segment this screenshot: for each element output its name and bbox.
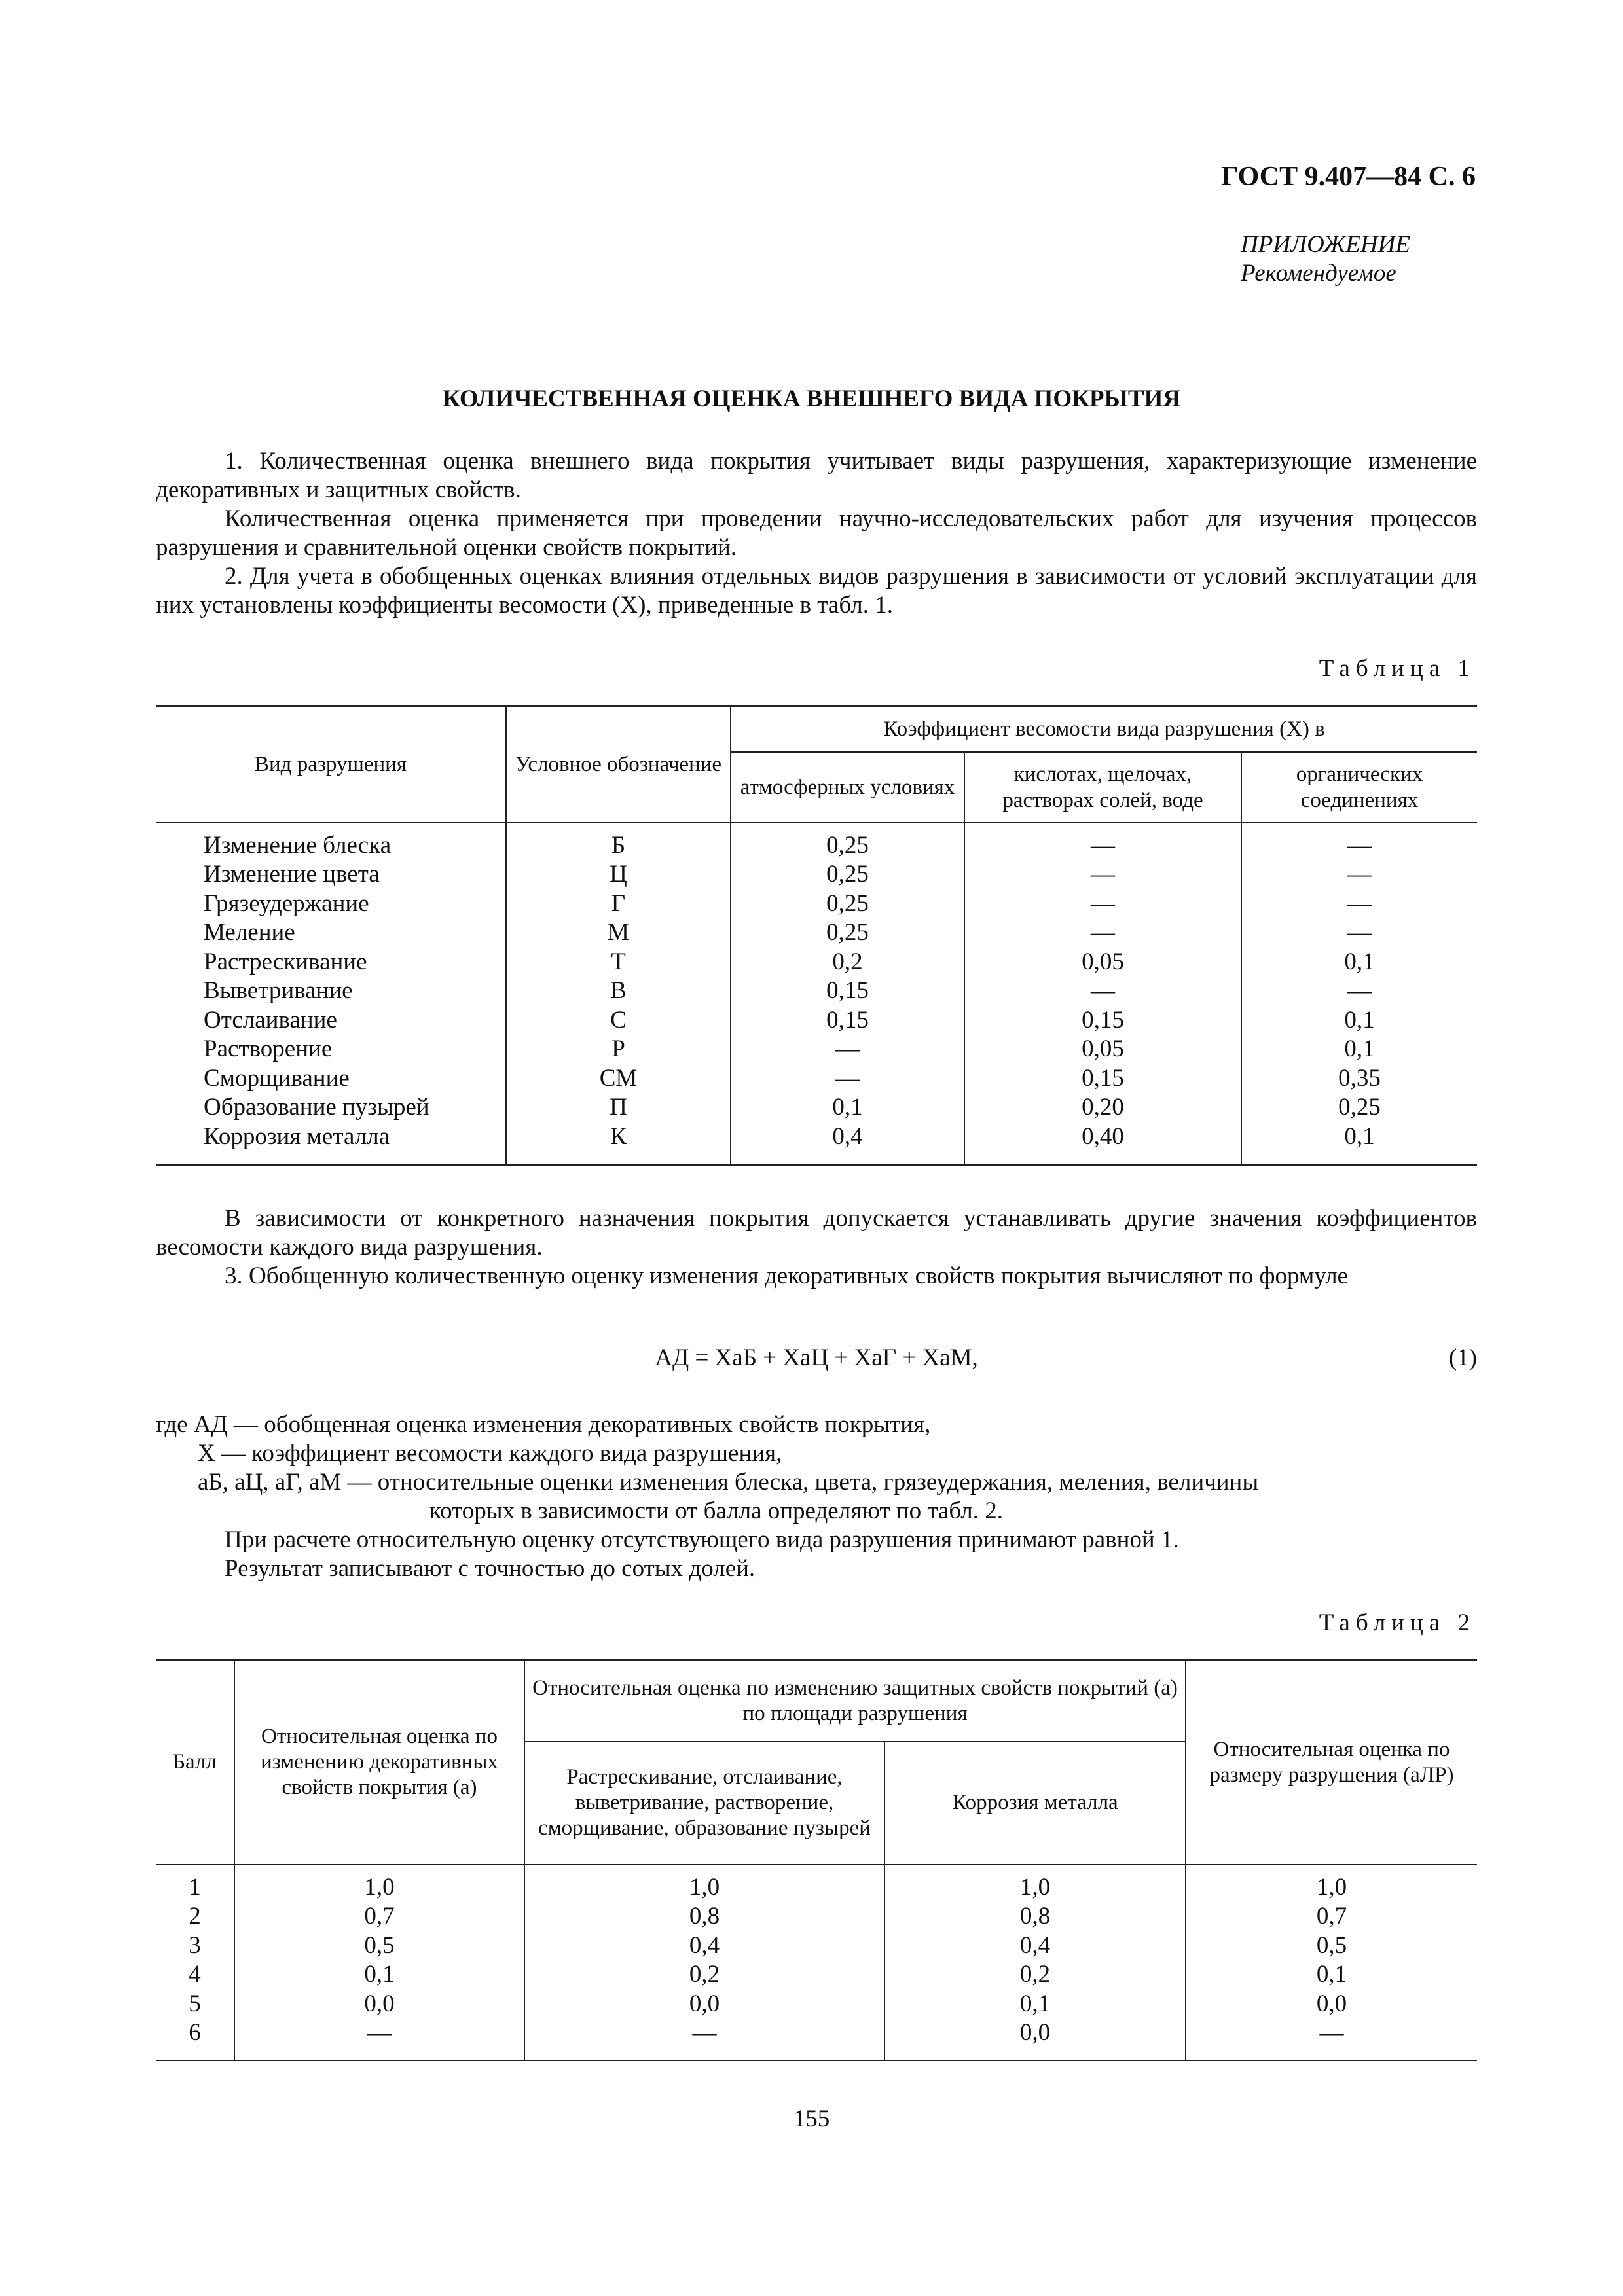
cell-damage-type: Выветривание [156,977,506,1006]
cell-atm: 0,25 [731,823,964,861]
table-row [156,948,1477,977]
cell-damage-type: Грязеудержание [156,889,506,919]
cell-symbol: Т [506,948,731,977]
cell-score: 1 [156,1865,234,1903]
cell-crack: 1,0 [524,1865,884,1903]
col-header-atm: атмосферных условиях [731,752,964,823]
cell-symbol: Г [506,889,731,919]
col-header-acid: кислотах, щелочах, растворах солей, воде [964,752,1241,823]
page-number: 155 [793,2106,830,2132]
table2-caption: Таблица 2 [1319,1609,1476,1636]
table-row [156,1122,1477,1166]
col-header-type: Вид разрушения [156,706,506,823]
col-header-symbol: Условное обозначение [506,706,731,823]
document-code: ГОСТ 9.407—84 С. 6 [1220,162,1476,192]
cell-decor: 0,0 [234,1990,524,2019]
after-table1-paragraphs [156,1204,1477,1291]
paragraph: В зависимости от конкретного назначения покрытия допускается устанавливать другие значения коэффициентов весомости каждого вида разрушения. [156,1205,1477,1261]
cell-atm: 0,2 [731,948,964,977]
cell-acid: 0,05 [964,1035,1241,1064]
formula-definitions [156,1410,1477,1583]
cell-org: 0,1 [1241,1122,1477,1166]
table-row [156,1006,1477,1035]
cell-damage-type: Меление [156,918,506,948]
cell-size: 0,5 [1186,1931,1477,1961]
formula-1 [156,1344,1477,1376]
cell-org: 0,1 [1241,1006,1477,1035]
cell-score: 5 [156,1990,234,2019]
cell-corr: 1,0 [884,1865,1186,1903]
cell-org: — [1241,860,1477,889]
table-row [156,1035,1477,1064]
cell-size: 0,1 [1186,1960,1477,1990]
table-row [156,1990,1477,2019]
cell-symbol: С [506,1006,731,1035]
col-header-prot-group: Относительная оценка по изменению защитных свойств покрытий (a) по площади разрушения [524,1660,1186,1742]
cell-damage-type: Изменение цвета [156,860,506,889]
cell-decor: 0,7 [234,1902,524,1931]
cell-acid: 0,20 [964,1093,1241,1122]
table-1 [156,705,1477,1166]
formula-number: (1) [1448,1344,1477,1371]
cell-crack: — [524,2018,884,2060]
cell-damage-type: Растворение [156,1035,506,1064]
cell-atm: 0,25 [731,918,964,948]
cell-score: 4 [156,1960,234,1990]
cell-damage-type: Растрескивание [156,948,506,977]
cell-decor: 0,5 [234,1931,524,1961]
paragraph: 2. Для учета в обобщенных оценках влияния отдельных видов разрушения в зависимости от условий эксплуатации для них установлены коэффициенты весомости (X), приведенные в табл. 1. [156,563,1477,619]
table-row [156,860,1477,889]
cell-atm: 0,15 [731,1006,964,1035]
cell-acid: 0,40 [964,1122,1241,1166]
cell-org: — [1241,823,1477,861]
table-row [156,1093,1477,1122]
cell-score: 6 [156,2018,234,2060]
cell-symbol: Б [506,823,731,861]
definition-x: X — коэффициент весомости каждого вида разрушения, [198,1440,782,1467]
cell-atm: 0,15 [731,977,964,1006]
definition-ad: где АД — обобщенная оценка изменения декоративных свойств покрытия, [156,1411,931,1438]
table-2 [156,1659,1477,2061]
col-header-score: Балл [156,1660,234,1865]
cell-damage-type: Отслаивание [156,1006,506,1035]
col-header-corr: Коррозия металла [884,1742,1186,1865]
cell-org: — [1241,889,1477,919]
cell-crack: 0,0 [524,1990,884,2019]
cell-org: — [1241,977,1477,1006]
cell-org: 0,25 [1241,1093,1477,1122]
cell-acid: 0,15 [964,1006,1241,1035]
col-header-crack: Растрескивание, отслаивание, выветривание, растворение, сморщивание, образование пузырей [524,1742,884,1865]
appendix-label [1241,230,1410,288]
cell-damage-type: Коррозия металла [156,1122,506,1166]
cell-size: 0,7 [1186,1902,1477,1931]
cell-symbol: В [506,977,731,1006]
paragraph: 1. Количественная оценка внешнего вида покрытия учитывает виды разрушения, характеризующие изменение декоративных и защитных свойств. [156,448,1477,503]
appendix-type: Рекомендуемое [1241,260,1396,287]
table1-caption: Таблица 1 [1319,655,1476,682]
table-row [156,1960,1477,1990]
table-row [156,918,1477,948]
cell-size: — [1186,2018,1477,2060]
cell-org: 0,35 [1241,1064,1477,1094]
table-row [156,1931,1477,1961]
col-header-decor: Относительная оценка по изменению декоративных свойств покрытия (a) [234,1660,524,1865]
cell-damage-type: Сморщивание [156,1064,506,1094]
cell-symbol: П [506,1093,731,1122]
cell-atm: — [731,1064,964,1094]
cell-symbol: К [506,1122,731,1166]
col-header-coef-group: Коэффициент весомости вида разрушения (X) в [731,706,1477,752]
table-row [156,977,1477,1006]
definition-a-cont: которых в зависимости от балла определяют по табл. 2. [429,1498,1003,1524]
cell-acid: — [964,889,1241,919]
cell-atm: 0,25 [731,860,964,889]
cell-symbol: Ц [506,860,731,889]
table-row [156,2018,1477,2060]
cell-symbol: СМ [506,1064,731,1094]
cell-damage-type: Изменение блеска [156,823,506,861]
cell-org: — [1241,918,1477,948]
paragraph: Результат записывают с точностью до сотых долей. [225,1555,756,1582]
cell-org: 0,1 [1241,1035,1477,1064]
paragraph: 3. Обобщенную количественную оценку изменения декоративных свойств покрытия вычисляют по формуле [225,1263,1349,1289]
cell-acid: — [964,977,1241,1006]
cell-atm: 0,4 [731,1122,964,1166]
cell-acid: — [964,860,1241,889]
appendix-title: ПРИЛОЖЕНИЕ [1241,231,1410,258]
cell-acid: 0,15 [964,1064,1241,1094]
table-row [156,889,1477,919]
cell-acid: — [964,918,1241,948]
cell-acid: — [964,823,1241,861]
cell-decor: 1,0 [234,1865,524,1903]
col-header-org: органических соединениях [1241,752,1477,823]
formula-expression: АД = XaБ + XaЦ + XaГ + XaM, [655,1344,978,1371]
cell-size: 1,0 [1186,1865,1477,1903]
intro-paragraphs [156,447,1477,620]
cell-corr: 0,4 [884,1931,1186,1961]
cell-corr: 0,8 [884,1902,1186,1931]
cell-symbol: М [506,918,731,948]
col-header-size: Относительная оценка по размеру разрушения (aЛР) [1186,1660,1477,1865]
cell-crack: 0,2 [524,1960,884,1990]
table-row [156,823,1477,861]
cell-damage-type: Образование пузырей [156,1093,506,1122]
cell-atm: 0,25 [731,889,964,919]
cell-decor: — [234,2018,524,2060]
cell-crack: 0,8 [524,1902,884,1931]
cell-corr: 0,2 [884,1960,1186,1990]
table-row [156,1865,1477,1903]
cell-corr: 0,1 [884,1990,1186,2019]
paragraph: Количественная оценка применяется при проведении научно-исследовательских работ для изучения процессов разрушения и сравнительной оценки свойств покрытий. [156,505,1477,561]
table-row [156,1064,1477,1094]
cell-symbol: Р [506,1035,731,1064]
definition-a: aБ, aЦ, aГ, aМ — относительные оценки изменения блеска, цвета, грязеудержания, меления, величины [198,1469,1259,1496]
section-title: КОЛИЧЕСТВЕННАЯ ОЦЕНКА ВНЕШНЕГО ВИДА ПОКРЫТИЯ [442,386,1181,412]
table-row [156,1902,1477,1931]
paragraph: При расчете относительную оценку отсутствующего вида разрушения принимают равной 1. [225,1526,1179,1553]
cell-decor: 0,1 [234,1960,524,1990]
cell-atm: — [731,1035,964,1064]
cell-score: 3 [156,1931,234,1961]
cell-corr: 0,0 [884,2018,1186,2060]
cell-atm: 0,1 [731,1093,964,1122]
cell-org: 0,1 [1241,948,1477,977]
cell-score: 2 [156,1902,234,1931]
cell-size: 0,0 [1186,1990,1477,2019]
cell-acid: 0,05 [964,948,1241,977]
cell-crack: 0,4 [524,1931,884,1961]
